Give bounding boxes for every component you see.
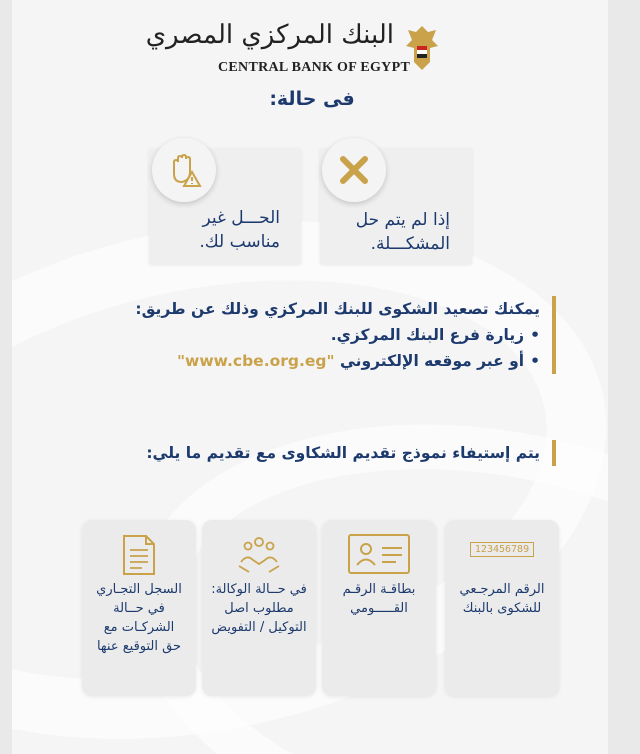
hand-warning-icon <box>166 152 202 188</box>
reference-number-icon: 123456789 <box>470 542 534 557</box>
requirements-title: يتم إستيفاء نموذج تقديم الشكاوى مع تقديم ما يلي: <box>146 440 556 466</box>
case-text-unresolved: إذا لم يتم حل المشكـــلة. <box>355 210 450 254</box>
case-text-unsuitable: الحـــل غير مناسب لك. <box>199 208 280 252</box>
escalation-info <box>135 296 556 374</box>
escalation-bullet-branch: •زيارة فرع البنك المركزي. <box>330 326 540 344</box>
id-card-icon <box>348 534 410 574</box>
handshake-people-icon <box>237 534 281 574</box>
bullet-dot: • <box>530 352 540 370</box>
escalation-intro: يمكنك تصعيد الشكوى للبنك المركزي وذلك عن طريق: <box>135 300 540 318</box>
bullet-dot: • <box>530 326 540 344</box>
doc-text: السجل التجـاري في حــالة الشركـات مع حق التوقيع عنها <box>96 582 182 654</box>
logo-english: CENTRAL BANK OF EGYPT <box>218 60 411 75</box>
doc-text: بطاقـة الرقـم القـــــومي <box>342 582 416 616</box>
doc-card-national-id <box>322 520 436 696</box>
doc-card-power-of-attorney <box>202 520 316 696</box>
case-icon-circle <box>152 138 216 202</box>
doc-card-commercial-register <box>82 520 196 696</box>
case-icon-circle <box>322 138 386 202</box>
x-mark-icon <box>336 152 372 188</box>
doc-text: الرقم المرجـعي للشكوى بالبنك <box>459 582 545 616</box>
eagle-emblem-icon <box>402 22 442 74</box>
in-case-title: فى حالة: <box>269 88 355 110</box>
logo-arabic: البنك المركزي المصري <box>145 20 394 50</box>
escalation-bullet-website: •أو عبر موقعه الإلكتروني "www.cbe.org.eg" <box>176 352 540 370</box>
header <box>145 18 442 82</box>
doc-text: في حــالة الوكالة: مطلوب اصل التوكيل / التفويض <box>211 582 307 635</box>
page <box>12 0 608 754</box>
document-icon <box>122 534 156 576</box>
cbe-website-link[interactable]: "www.cbe.org.eg" <box>176 352 335 370</box>
doc-card-reference <box>445 520 559 696</box>
